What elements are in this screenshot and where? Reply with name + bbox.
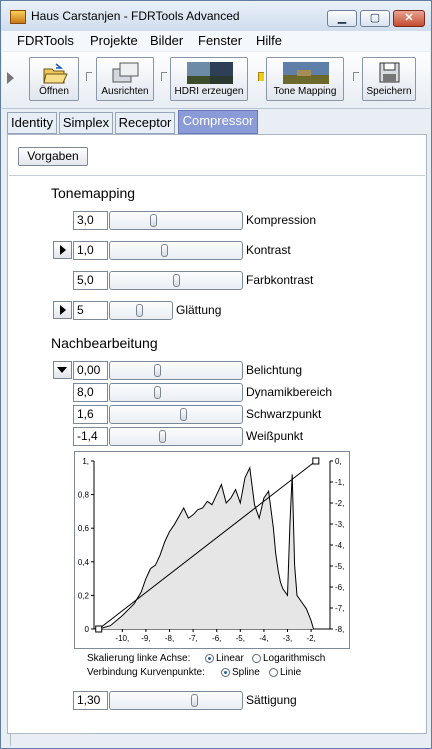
weisspunkt-slider[interactable] — [109, 427, 243, 446]
right-axis-tick-label: -4, — [335, 541, 345, 550]
left-axis-tick-label: 0,8 — [77, 490, 89, 500]
collapse-arrow-icon — [57, 367, 67, 373]
menu-hilfe[interactable]: Hilfe — [256, 33, 283, 48]
menu-projekte[interactable]: Projekte — [90, 33, 138, 48]
floppy-disk-icon — [378, 62, 402, 84]
kontrast-label: Kontrast — [246, 243, 291, 257]
left-axis-tick-label: 0,2 — [77, 591, 89, 601]
folder-icon — [42, 62, 68, 86]
x-axis-tick-label: -9, — [141, 634, 151, 643]
glaettung-slider-thumb[interactable] — [136, 304, 143, 317]
schwarzpunkt-value[interactable]: 1,6 — [73, 405, 108, 424]
kompression-slider-thumb[interactable] — [150, 214, 157, 227]
x-axis-tick-label: -2, — [306, 634, 316, 643]
expand-arrow-icon — [60, 245, 66, 255]
dynamikbereich-label: Dynamikbereich — [246, 385, 333, 399]
curve-connection-line-radio[interactable] — [269, 668, 278, 677]
histogram-area — [99, 468, 314, 629]
menu-fdrtools[interactable]: FDRTools — [17, 33, 74, 48]
save-checkbox[interactable] — [353, 72, 359, 81]
farbkontrast-slider-thumb[interactable] — [173, 274, 180, 287]
curve-control-point — [313, 458, 319, 464]
tab-receptor[interactable]: Receptor — [115, 112, 175, 134]
right-axis-tick-label: -7, — [335, 604, 345, 613]
open-label: Öffnen — [39, 86, 69, 97]
divider — [9, 175, 425, 176]
align-label: Ausrichten — [101, 86, 149, 97]
tonemap-checkbox[interactable] — [258, 72, 264, 81]
saettigung-slider[interactable] — [109, 691, 243, 710]
curve-control-point — [96, 626, 102, 632]
schwarzpunkt-label: Schwarzpunkt — [246, 407, 322, 421]
saettigung-slider-thumb[interactable] — [191, 694, 198, 707]
right-axis-tick-label: -1, — [335, 478, 345, 487]
tone-mapping-thumbnail-icon — [283, 62, 329, 84]
right-axis-tick-label: -5, — [335, 562, 345, 571]
x-axis-tick-label: -6, — [212, 634, 222, 643]
tab-simplex[interactable]: Simplex — [59, 112, 113, 134]
curve-connection-spline-label: Spline — [232, 667, 260, 678]
hdri-thumbnail-icon — [187, 62, 233, 84]
tab-compressor[interactable]: Compressor — [178, 110, 258, 134]
belichtung-slider[interactable] — [109, 361, 243, 380]
hdri-button[interactable] — [170, 57, 248, 101]
schwarzpunkt-slider[interactable] — [109, 405, 243, 424]
farbkontrast-value[interactable]: 5,0 — [73, 271, 108, 290]
tab-bar — [2, 110, 430, 135]
glaettung-expand-button[interactable] — [53, 301, 72, 319]
axis-scale-linear-radio[interactable] — [205, 654, 214, 663]
status-bar — [10, 733, 91, 746]
window-title: Haus Carstanjen - FDRTools Advanced — [31, 9, 240, 23]
glaettung-value[interactable]: 5 — [73, 301, 108, 320]
hdri-label: HDRI erzeugen — [174, 86, 244, 97]
tonemapping-heading: Tonemapping — [51, 185, 136, 201]
expand-arrow-icon — [60, 305, 66, 315]
right-axis-tick-label: 0, — [335, 457, 342, 466]
curve-connection-spline-radio[interactable] — [221, 668, 230, 677]
menu-fenster[interactable]: Fenster — [198, 33, 243, 48]
title-bar — [1, 1, 431, 31]
kontrast-value[interactable]: 1,0 — [73, 241, 108, 260]
tone-mapping-label: Tone Mapping — [273, 86, 337, 97]
tab-identity[interactable]: Identity — [7, 112, 57, 134]
menu-bar — [2, 31, 430, 51]
presets-button[interactable]: Vorgaben — [18, 147, 88, 166]
schwarzpunkt-slider-thumb[interactable] — [180, 408, 187, 421]
axis-scale-label: Skalierung linke Achse: — [87, 653, 191, 664]
x-axis-tick-label: -7, — [188, 634, 198, 643]
tone-mapping-button[interactable] — [266, 57, 344, 101]
tone-curve-chart-svg[interactable] — [75, 452, 349, 648]
x-axis-tick-label: -4, — [259, 634, 269, 643]
right-axis-tick-label: -8, — [335, 625, 345, 634]
glaettung-label: Glättung — [176, 303, 222, 317]
app-icon — [10, 10, 26, 24]
kontrast-expand-button[interactable] — [53, 241, 72, 259]
hdri-checkbox[interactable] — [161, 72, 167, 81]
belichtung-value[interactable]: 0,00 — [73, 361, 108, 380]
farbkontrast-label: Farbkontrast — [246, 273, 314, 287]
tone-curve-chart — [74, 451, 350, 649]
axis-scale-log-radio[interactable] — [252, 654, 261, 663]
kontrast-slider-thumb[interactable] — [161, 244, 168, 257]
left-axis-tick-label: 0,4 — [77, 557, 89, 567]
toolbar-grip-icon[interactable] — [7, 72, 14, 84]
belichtung-slider-thumb[interactable] — [154, 364, 161, 377]
right-axis-tick-label: -6, — [335, 583, 345, 592]
saettigung-value[interactable]: 1,30 — [73, 691, 108, 710]
x-axis-tick-label: -10, — [115, 634, 130, 643]
weisspunkt-slider-thumb[interactable] — [159, 430, 166, 443]
nachbearbeitung-collapse-button[interactable] — [53, 361, 72, 379]
axis-scale-log-label: Logarithmisch — [263, 653, 326, 664]
align-images-icon — [111, 61, 141, 85]
farbkontrast-slider[interactable] — [109, 271, 243, 290]
x-axis-tick-label: -8, — [164, 634, 175, 643]
weisspunkt-label: Weißpunkt — [246, 429, 304, 443]
close-button[interactable]: ✕ — [393, 10, 425, 27]
save-button[interactable] — [362, 57, 416, 101]
curve-connection-line-label: Linie — [280, 667, 302, 678]
belichtung-label: Belichtung — [246, 363, 303, 377]
kontrast-slider[interactable] — [109, 241, 243, 260]
left-axis-tick-label: 0,6 — [77, 524, 89, 534]
dynamikbereich-slider[interactable] — [109, 383, 243, 402]
x-axis-tick-label: -3, — [282, 634, 293, 643]
right-axis-tick-label: -2, — [335, 499, 345, 508]
x-axis-tick-label: -5, — [235, 634, 245, 643]
align-checkbox[interactable] — [86, 72, 92, 81]
left-axis-tick-label: 0 — [84, 625, 89, 634]
kompression-slider[interactable] — [109, 211, 243, 230]
weisspunkt-value[interactable]: -1,4 — [73, 427, 108, 446]
saettigung-label: Sättigung — [246, 693, 297, 707]
save-label: Speichern — [366, 86, 412, 97]
curve-connection-label: Verbindung Kurvenpunkte: — [87, 667, 205, 678]
dynamikbereich-value[interactable]: 8,0 — [73, 383, 108, 402]
menu-bilder[interactable]: Bilder — [150, 33, 184, 48]
kompression-label: Kompression — [246, 213, 317, 227]
nachbearbeitung-heading: Nachbearbeitung — [51, 335, 158, 351]
minimize-button[interactable]: ▁ — [327, 10, 357, 27]
dynamikbereich-slider-thumb[interactable] — [154, 386, 161, 399]
glaettung-slider[interactable] — [109, 301, 173, 320]
right-axis-tick-label: -3, — [335, 520, 345, 529]
kompression-value[interactable]: 3,0 — [73, 211, 108, 230]
left-axis-tick-label: 1, — [82, 457, 89, 466]
maximize-button[interactable]: ▢ — [360, 10, 390, 27]
open-button[interactable] — [29, 57, 79, 101]
toolbar — [2, 52, 430, 109]
axis-scale-linear-label: Linear — [216, 653, 244, 664]
align-button[interactable] — [96, 57, 154, 101]
